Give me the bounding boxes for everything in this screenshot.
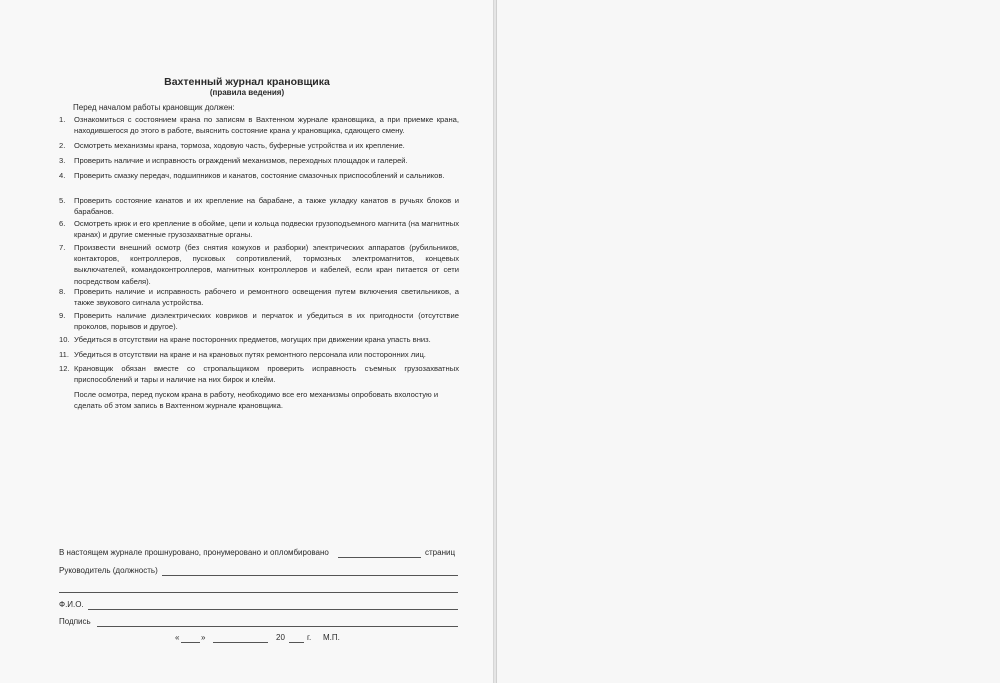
year-prefix: 20: [276, 633, 285, 642]
item-text: Проверить смазку передач, подшипников и канатов, состояние смазочных приспособлений и сальников.: [74, 171, 445, 180]
item-number: 12.: [59, 364, 70, 373]
day-line[interactable]: [181, 642, 200, 643]
date-open-quote: «: [175, 633, 180, 642]
item-number: 10.: [59, 335, 70, 344]
laced-statement: В настоящем журнале прошнуровано, пронумеровано и опломбировано: [59, 548, 329, 557]
head-line[interactable]: [162, 575, 458, 576]
list-item: [59, 310, 459, 332]
list-item: [59, 349, 459, 360]
item-number: 7.: [59, 243, 66, 252]
year-line[interactable]: [289, 642, 304, 643]
item-number: 1.: [59, 115, 66, 124]
list-item: [59, 334, 459, 345]
list-item: [59, 155, 459, 166]
date-close-quote: »: [201, 633, 206, 642]
item-number: 11.: [59, 350, 69, 359]
list-item: [59, 242, 459, 287]
head-line-extra[interactable]: [59, 592, 458, 593]
item-number: 5.: [59, 196, 66, 205]
item-text: Проверить состояние канатов и их крепление на барабане, а также укладку канатов в ручьях блоков и барабанов.: [74, 196, 459, 217]
name-line[interactable]: [88, 609, 458, 610]
item-number: 2.: [59, 141, 66, 150]
list-item: [59, 363, 459, 385]
item-text: Произвести внешний осмотр (без снятия кожухов и разборки) электрических аппаратов (рубильников, контакторов, контроллеров, пусковых сопротивлений, тормозных электромагнитов, концевых выключателей, командоконтроллеров, магнитных контроллеров и кабелей, если кран питается от сети посредством кабеля).: [74, 243, 459, 286]
item-text: Осмотреть механизмы крана, тормоза, ходовую часть, буферные устройства и их крепление.: [74, 141, 405, 150]
item-text: Убедиться в отсутствии на кране посторонних предметов, могущих при движении крана упасть вниз.: [74, 335, 431, 344]
signature-line[interactable]: [97, 626, 458, 627]
intro-text: Перед началом работы крановщик должен:: [73, 103, 235, 112]
list-item: [59, 218, 459, 240]
document-title: Вахтенный журнал крановщика: [164, 76, 330, 88]
item-text: Проверить наличие и исправность рабочего и ремонтного освещения путем включения светильников, а также звукового сигнала устройства.: [74, 287, 459, 308]
item-number: 9.: [59, 311, 66, 320]
item-number: 8.: [59, 287, 66, 296]
item-text: Крановщик обязан вместе со стропальщиком проверить исправность съемных грузозахватных приспособлений и тары и наличие на них бирок и клейм.: [74, 364, 459, 385]
list-item: [59, 195, 459, 217]
month-line[interactable]: [213, 642, 268, 643]
item-text: Ознакомиться с состоянием крана по записям в Вахтенном журнале крановщика, а при приемке крана, находившегося до этого в работе, выяснить состояние крана у крановщика, сдающего смену.: [74, 115, 459, 136]
head-label: Руководитель (должность): [59, 566, 158, 575]
list-item: [59, 114, 459, 136]
year-suffix: г.: [307, 633, 312, 642]
right-page-blank: [496, 0, 1000, 683]
item-text: Проверить наличие диэлектрических ковриков и перчаток и убедиться в их пригодности (отсутствие проколов, порывов и другое).: [74, 311, 459, 332]
item-number: 6.: [59, 219, 66, 228]
closing-paragraph: После осмотра, перед пуском крана в работу, необходимо все его механизмы опробовать вхолостую и сделать об этом запись в Вахтенном журнале крановщика.: [74, 390, 439, 411]
item-text: Убедиться в отсутствии на кране и на крановых путях ремонтного персонала или посторонних лиц.: [74, 350, 426, 359]
item-number: 3.: [59, 156, 66, 165]
left-page: [0, 0, 494, 683]
document-subtitle: (правила ведения): [209, 88, 285, 97]
name-label: Ф.И.О.: [59, 600, 84, 609]
item-number: 4.: [59, 171, 66, 180]
stamp-place: М.П.: [323, 633, 340, 642]
list-item: [59, 170, 459, 181]
sign-label: Подпись: [59, 617, 91, 626]
item-text: Осмотреть крюк и его крепление в обойме, цепи и кольца подвески грузоподъемного магнита (на магнитных кранах) и другие сменные грузозахватные органы.: [74, 219, 459, 240]
pages-count-line[interactable]: [338, 557, 421, 558]
pages-word: страниц: [425, 548, 456, 557]
list-item: [59, 140, 459, 151]
item-text: Проверить наличие и исправность ограждений механизмов, переходных площадок и галерей.: [74, 156, 408, 165]
list-item: [59, 286, 459, 308]
